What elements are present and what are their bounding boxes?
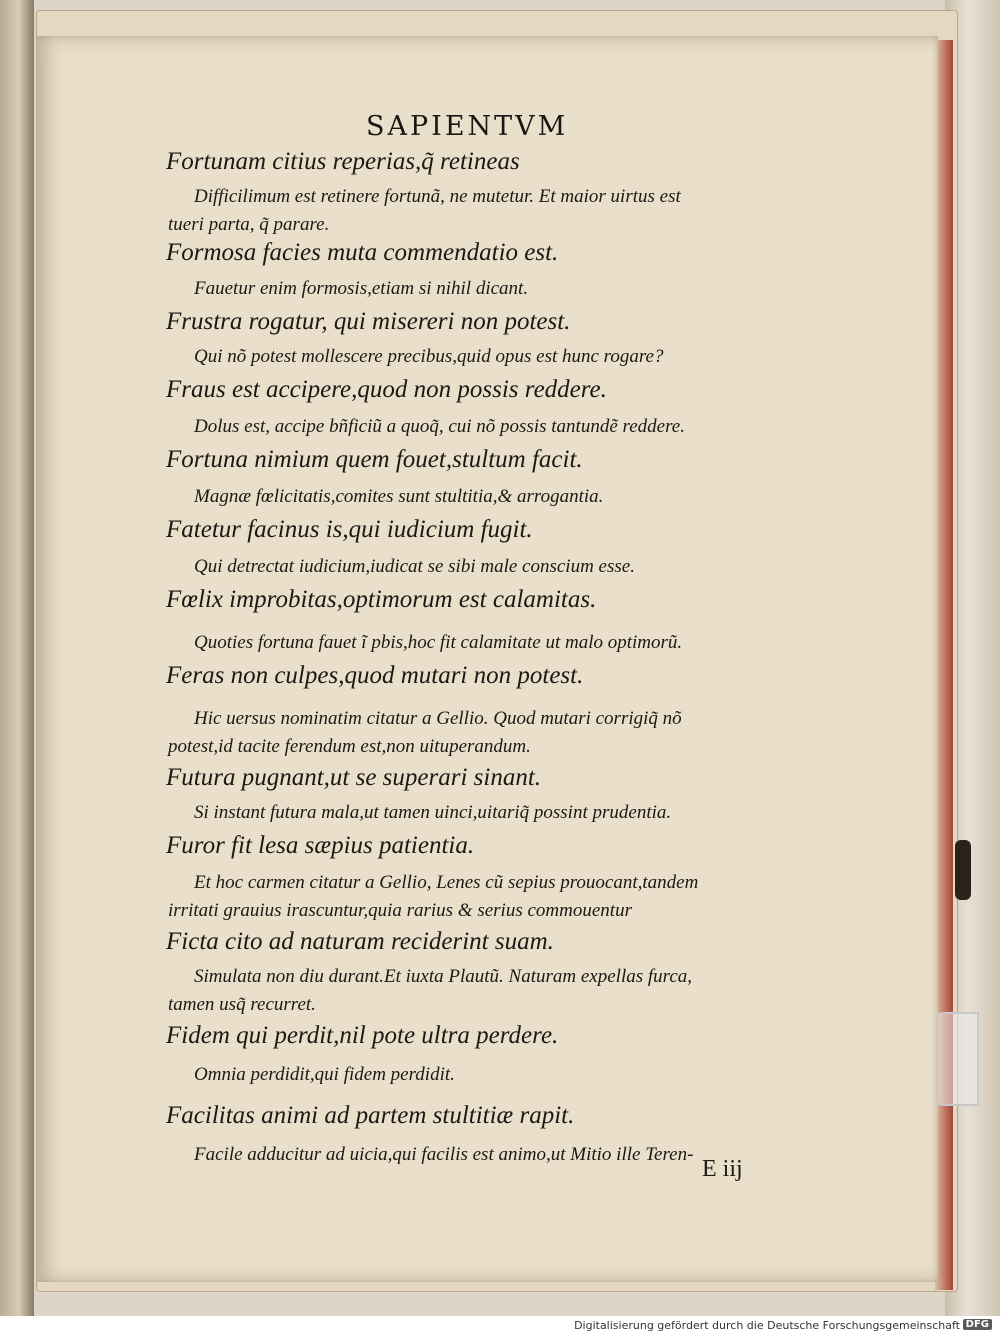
proverb-line: Facilitas animi ad partem stultitiæ rapit. xyxy=(166,1102,575,1129)
gloss-line: Et hoc carmen citatur a Gellio, Lenes cũ sepius prouocant,tandem xyxy=(194,872,699,893)
gloss-line: Qui detrectat iudicium,iudicat se sibi male conscium esse. xyxy=(194,556,635,577)
proverb-line: Fraus est accipere,quod non possis reddere. xyxy=(166,376,607,403)
funding-credit: Digitalisierung gefördert durch die Deutsche Forschungsgemeinschaft xyxy=(574,1319,960,1332)
proverb-line: Futura pugnant,ut se superari sinant. xyxy=(166,764,542,791)
proverb-line: Fidem qui perdit,nil pote ultra perdere. xyxy=(166,1022,559,1049)
gloss-line: Difficilimum est retinere fortunã, ne mutetur. Et maior uirtus est xyxy=(194,186,681,207)
gloss-line: Hic uersus nominatim citatur a Gellio. Quod mutari corrigiq̃ nõ xyxy=(194,708,682,729)
proverb-line: Frustra rogatur, qui misereri non potest. xyxy=(166,308,571,335)
proverb-line: Fœlix improbitas,optimorum est calamitas. xyxy=(166,586,597,613)
dfg-logo: DFG xyxy=(963,1319,992,1330)
proverb-line: Ficta cito ad naturam reciderint suam. xyxy=(166,928,554,955)
proverb-line: Furor fit lesa sæpius patientia. xyxy=(166,832,475,859)
gloss-line: Quoties fortuna fauet ĩ pbis,hoc fit calamitate ut malo optimorũ. xyxy=(194,632,683,653)
proverb-line: Feras non culpes,quod mutari non potest. xyxy=(166,662,584,689)
proverb-line: Fortuna nimium quem fouet,stultum facit. xyxy=(166,446,583,473)
book-page xyxy=(36,36,938,1282)
gloss-line: Si instant futura mala,ut tamen uinci,uitariq̃ possint prudentia. xyxy=(194,802,672,823)
proverb-line: Fortunam citius reperias,q̃ retineas xyxy=(166,148,520,175)
gloss-line: tamen usq̃ recurret. xyxy=(168,994,316,1015)
facing-page-edge xyxy=(0,0,34,1316)
gloss-line: Dolus est, accipe bñficiũ a quoq̃, cui nõ possis tantundẽ reddere. xyxy=(194,416,685,437)
gloss-line: Qui nõ potest mollescere precibus,quid opus est hunc rogare? xyxy=(194,346,664,367)
gloss-line: irritati grauius irascuntur,quia rarius & serius commouentur xyxy=(168,900,632,921)
gloss-line: Simulata non diu durant.Et iuxta Plautũ. Naturam expellas furca, xyxy=(194,966,693,987)
page-text xyxy=(36,36,938,1282)
ink-blot xyxy=(955,840,971,900)
signature-mark: E iij xyxy=(702,1156,743,1182)
running-head: SAPIENTVM xyxy=(366,111,569,142)
gloss-line: tueri parta, q̃ parare. xyxy=(168,214,330,235)
proverb-line: Formosa facies muta commendatio est. xyxy=(166,239,559,266)
gloss-line: Fauetur enim formosis,etiam si nihil dicant. xyxy=(194,278,529,299)
gloss-line: potest,id tacite ferendum est,non uituperandum. xyxy=(168,736,531,757)
gloss-line: Facile adducitur ad uicia,qui facilis est animo,ut Mitio ille Teren- xyxy=(194,1144,694,1165)
gloss-line: Omnia perdidit,qui fidem perdidit. xyxy=(194,1064,455,1085)
footer-bar xyxy=(0,1316,1000,1335)
proverb-line: Fatetur facinus is,qui iudicium fugit. xyxy=(166,516,533,543)
gloss-line: Magnæ fœlicitatis,comites sunt stultitia,& arrogantia. xyxy=(194,486,604,507)
